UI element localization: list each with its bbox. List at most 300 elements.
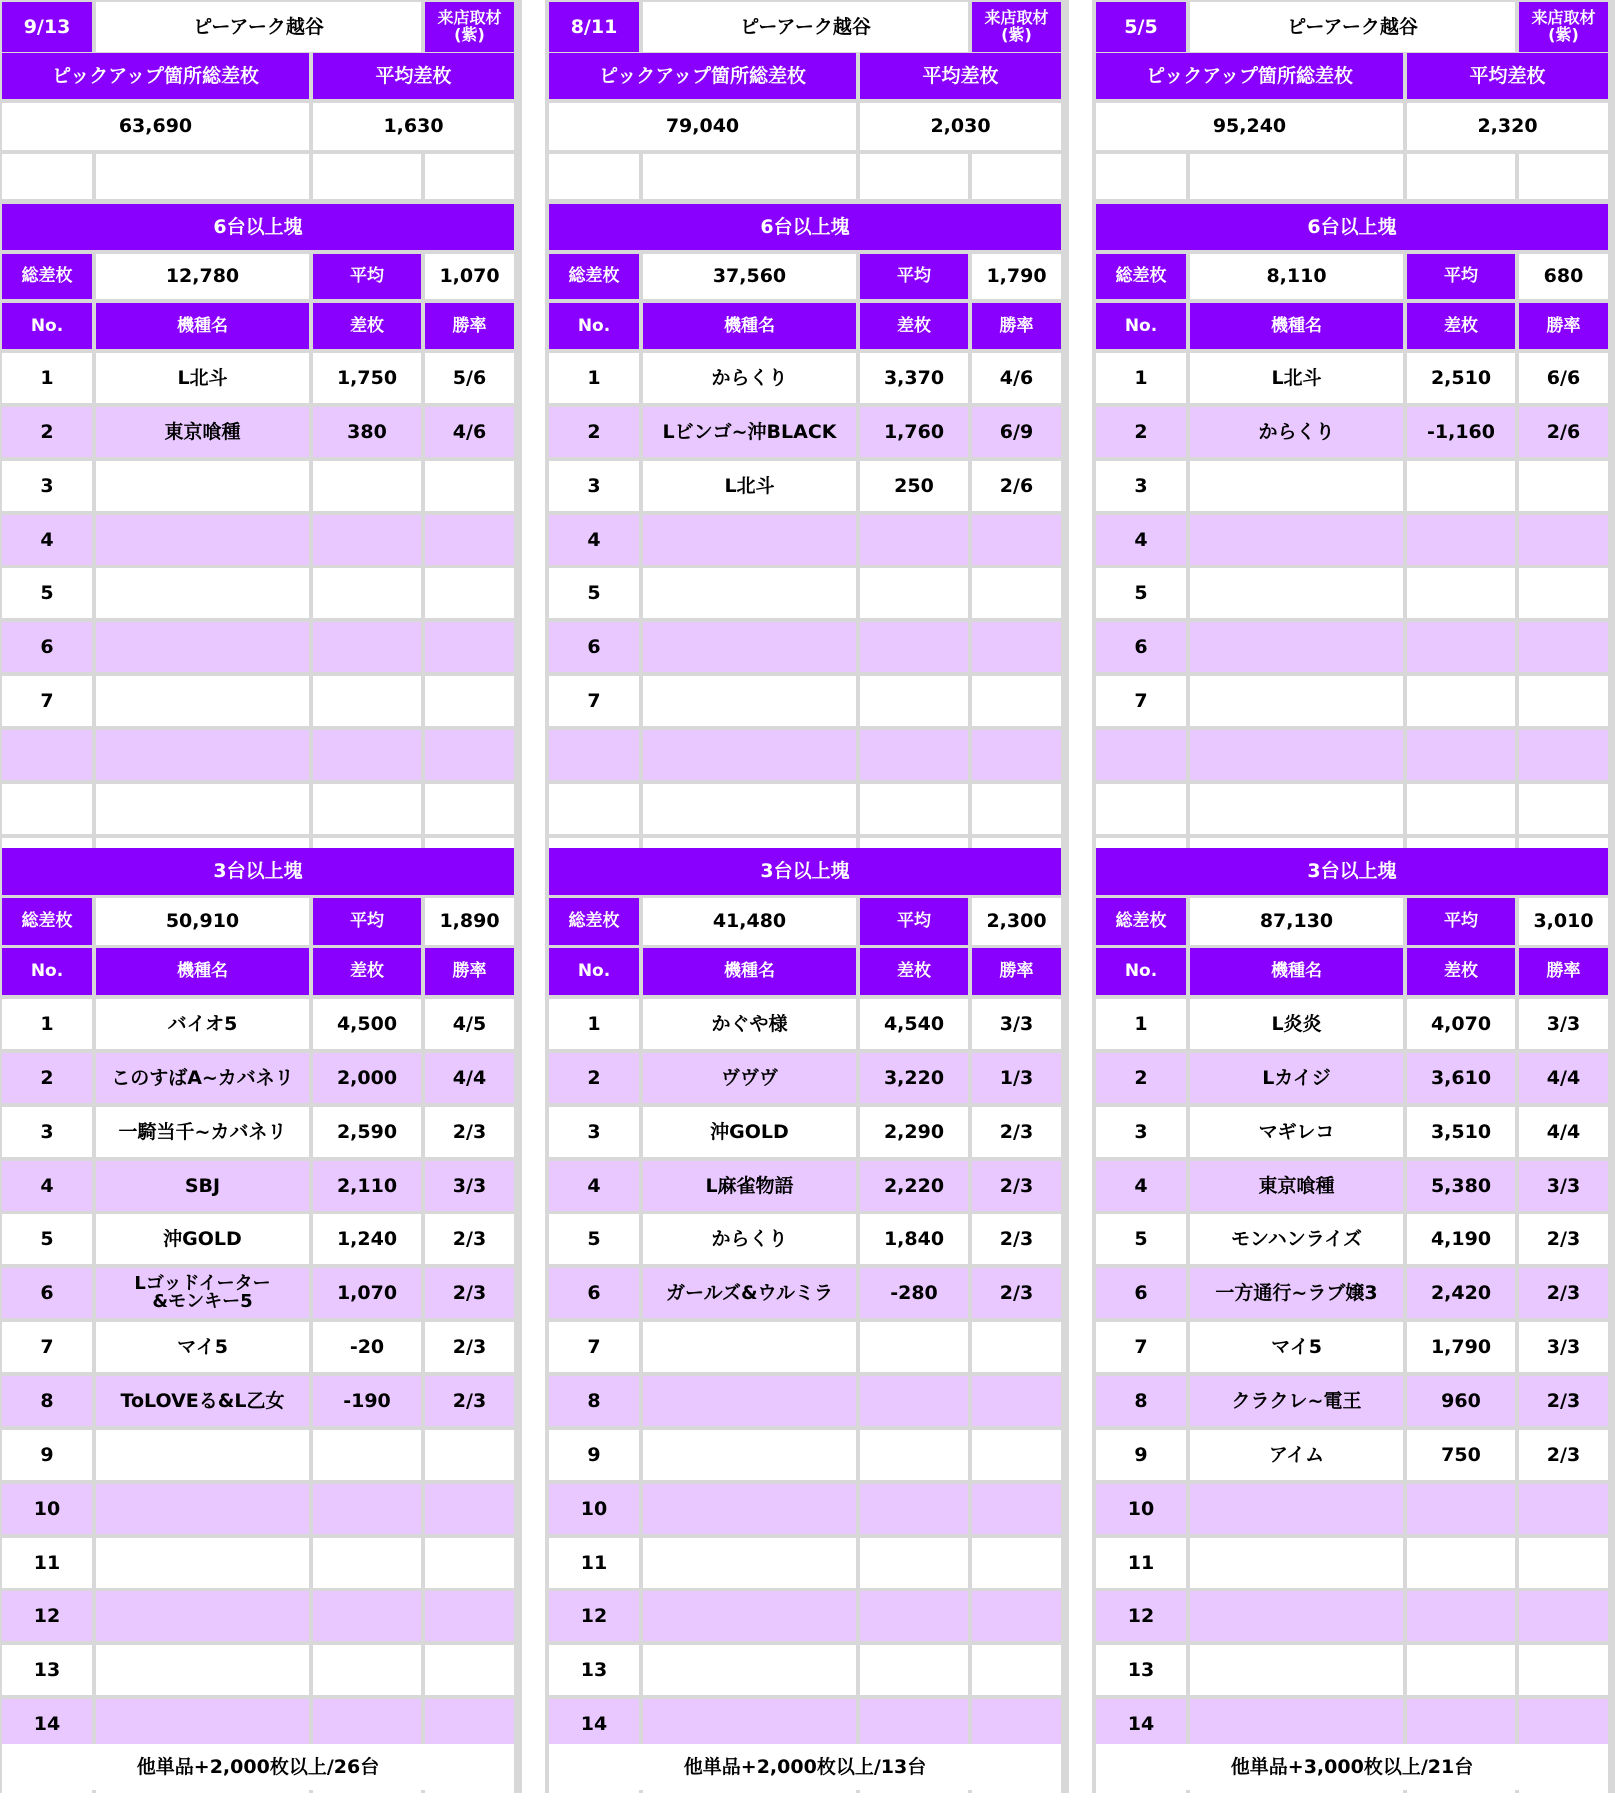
- model-name: [96, 568, 309, 618]
- winrate-value: [425, 515, 514, 565]
- diff-value: 380: [313, 407, 421, 457]
- winrate-value: [972, 1322, 1061, 1372]
- winrate-value: 3/3: [1519, 1161, 1608, 1211]
- winrate-value: [972, 1645, 1061, 1695]
- pickup-avg-header: 平均差枚: [1407, 53, 1608, 99]
- row-number: 13: [1096, 1645, 1186, 1695]
- store-name: ピーアーク越谷: [1190, 2, 1515, 52]
- row-number: 12: [2, 1591, 92, 1641]
- row-number: 2: [2, 1053, 92, 1103]
- diff-value: [1407, 676, 1515, 726]
- empty-cell: [96, 154, 309, 199]
- row-number: 10: [2, 1484, 92, 1534]
- winrate-value: 6/6: [1519, 353, 1608, 403]
- empty-cell: [1096, 730, 1186, 780]
- diff-value: 4,500: [313, 999, 421, 1049]
- row-number: 6: [2, 1268, 92, 1318]
- model-name: アイム: [1190, 1430, 1403, 1480]
- row-number: 4: [1096, 1161, 1186, 1211]
- column-header-winrate: 勝率: [972, 948, 1061, 995]
- pickup-total-header: ピックアップ箇所総差枚: [2, 53, 309, 99]
- empty-cell: [1190, 784, 1403, 834]
- model-name: [96, 676, 309, 726]
- empty-cell: [1519, 154, 1608, 199]
- diff-value: -190: [313, 1376, 421, 1426]
- model-name: [643, 1699, 856, 1749]
- model-name: [96, 461, 309, 511]
- empty-cell: [972, 154, 1061, 199]
- model-name: [96, 1591, 309, 1641]
- row-number: 13: [2, 1645, 92, 1695]
- row-number: 8: [1096, 1376, 1186, 1426]
- row-number: 9: [2, 1430, 92, 1480]
- winrate-value: [425, 1699, 514, 1749]
- empty-cell: [96, 730, 309, 780]
- date-cell: 8/11: [549, 2, 639, 52]
- diff-value: -1,160: [1407, 407, 1515, 457]
- winrate-value: 5/6: [425, 353, 514, 403]
- row-number: 5: [549, 1214, 639, 1264]
- row-number: 11: [549, 1538, 639, 1588]
- column-header-model: 機種名: [643, 948, 856, 995]
- model-name: [643, 515, 856, 565]
- model-name: 沖GOLD: [96, 1214, 309, 1264]
- section-3-title: 3台以上塊: [2, 848, 514, 895]
- diff-value: 750: [1407, 1430, 1515, 1480]
- model-name: [643, 1538, 856, 1588]
- winrate-value: [972, 1376, 1061, 1426]
- diff-value: [313, 568, 421, 618]
- row-number: 8: [549, 1376, 639, 1426]
- avg-label: 平均: [313, 254, 421, 299]
- winrate-value: [972, 1430, 1061, 1480]
- winrate-value: 2/3: [972, 1268, 1061, 1318]
- empty-cell: [643, 784, 856, 834]
- model-name: マギレコ: [1190, 1107, 1403, 1157]
- winrate-value: [972, 1699, 1061, 1749]
- winrate-value: 2/3: [425, 1322, 514, 1372]
- model-name: [96, 1484, 309, 1534]
- section-6-avg: 1,070: [425, 254, 514, 299]
- row-number: 2: [549, 407, 639, 457]
- model-name: L麻雀物語: [643, 1161, 856, 1211]
- row-number: 9: [549, 1430, 639, 1480]
- empty-cell: [2, 784, 92, 834]
- column-header-winrate: 勝率: [425, 948, 514, 995]
- winrate-value: 3/3: [1519, 999, 1608, 1049]
- diff-value: 1,790: [1407, 1322, 1515, 1372]
- row-number: 6: [1096, 1268, 1186, 1318]
- empty-cell: [1407, 730, 1515, 780]
- row-number: 12: [549, 1591, 639, 1641]
- winrate-value: 4/5: [425, 999, 514, 1049]
- model-name: からくり: [643, 353, 856, 403]
- model-name: ToLOVEる&L乙女: [96, 1376, 309, 1426]
- row-number: 7: [2, 1322, 92, 1372]
- diff-value: 250: [860, 461, 968, 511]
- winrate-value: [1519, 461, 1608, 511]
- section-6-total: 37,560: [643, 254, 856, 299]
- avg-label: 平均: [1407, 254, 1515, 299]
- winrate-value: [972, 568, 1061, 618]
- model-name: バイオ5: [96, 999, 309, 1049]
- date-cell: 5/5: [1096, 2, 1186, 52]
- row-number: 3: [2, 461, 92, 511]
- model-name: [643, 1430, 856, 1480]
- winrate-value: [1519, 1484, 1608, 1534]
- section-3-title: 3台以上塊: [549, 848, 1061, 895]
- section-3-total: 87,130: [1190, 898, 1403, 945]
- column-header-no: No.: [549, 303, 639, 349]
- winrate-value: 2/3: [425, 1107, 514, 1157]
- total-label: 総差枚: [1096, 898, 1186, 945]
- avg-label: 平均: [1407, 898, 1515, 945]
- row-number: 7: [549, 1322, 639, 1372]
- diff-value: [860, 676, 968, 726]
- column-header-winrate: 勝率: [972, 303, 1061, 349]
- diff-value: [860, 622, 968, 672]
- diff-value: [1407, 1699, 1515, 1749]
- empty-cell: [313, 154, 421, 199]
- column-header-model: 機種名: [643, 303, 856, 349]
- model-name: [643, 1645, 856, 1695]
- diff-value: [860, 1376, 968, 1426]
- winrate-value: [1519, 515, 1608, 565]
- section-3-avg: 3,010: [1519, 898, 1608, 945]
- section-3-avg: 2,300: [972, 898, 1061, 945]
- winrate-value: 2/3: [425, 1268, 514, 1318]
- section-3-total: 50,910: [96, 898, 309, 945]
- row-number: 3: [2, 1107, 92, 1157]
- model-name: [1190, 1538, 1403, 1588]
- row-number: 5: [1096, 568, 1186, 618]
- empty-cell: [425, 730, 514, 780]
- model-name: ガールズ&ウルミラ: [643, 1268, 856, 1318]
- diff-value: 2,510: [1407, 353, 1515, 403]
- column-header-no: No.: [1096, 948, 1186, 995]
- pickup-total-value: 63,690: [2, 103, 309, 150]
- empty-cell: [549, 730, 639, 780]
- diff-value: 1,760: [860, 407, 968, 457]
- row-number: 8: [2, 1376, 92, 1426]
- row-number: 1: [2, 999, 92, 1049]
- column-header-diff: 差枚: [1407, 948, 1515, 995]
- column-header-no: No.: [2, 948, 92, 995]
- footer-note: 他単品+3,000枚以上/21台: [1096, 1744, 1608, 1790]
- empty-cell: [549, 154, 639, 199]
- winrate-value: [1519, 1699, 1608, 1749]
- winrate-value: [425, 568, 514, 618]
- model-name: クラクレ~電王: [1190, 1376, 1403, 1426]
- row-number: 7: [1096, 676, 1186, 726]
- row-number: 3: [1096, 461, 1186, 511]
- empty-cell: [425, 154, 514, 199]
- model-name: [1190, 1591, 1403, 1641]
- model-name: 一方通行~ラブ嬢3: [1190, 1268, 1403, 1318]
- row-number: 2: [1096, 1053, 1186, 1103]
- diff-value: 2,420: [1407, 1268, 1515, 1318]
- row-number: 11: [2, 1538, 92, 1588]
- winrate-value: [972, 1591, 1061, 1641]
- winrate-value: [425, 622, 514, 672]
- column-header-diff: 差枚: [860, 303, 968, 349]
- winrate-value: [972, 622, 1061, 672]
- row-number: 4: [1096, 515, 1186, 565]
- diff-value: 5,380: [1407, 1161, 1515, 1211]
- column-header-no: No.: [549, 948, 639, 995]
- column-header-no: No.: [2, 303, 92, 349]
- pickup-avg-header: 平均差枚: [313, 53, 514, 99]
- winrate-value: [1519, 1591, 1608, 1641]
- row-number: 1: [1096, 999, 1186, 1049]
- row-number: 9: [1096, 1430, 1186, 1480]
- diff-value: [313, 1484, 421, 1534]
- section-6-title: 6台以上塊: [2, 204, 514, 250]
- row-number: 6: [2, 622, 92, 672]
- store-panel: [547, 0, 1065, 1793]
- column-header-model: 機種名: [96, 948, 309, 995]
- diff-value: 2,290: [860, 1107, 968, 1157]
- model-name: ヴヴヴ: [643, 1053, 856, 1103]
- model-name: [96, 515, 309, 565]
- row-number: 4: [2, 1161, 92, 1211]
- diff-value: [1407, 1645, 1515, 1695]
- row-number: 6: [549, 1268, 639, 1318]
- empty-cell: [2, 154, 92, 199]
- model-name: [1190, 622, 1403, 672]
- section-3-title: 3台以上塊: [1096, 848, 1608, 895]
- winrate-value: [425, 461, 514, 511]
- empty-cell: [1096, 154, 1186, 199]
- row-number: 5: [549, 568, 639, 618]
- total-label: 総差枚: [549, 254, 639, 299]
- column-header-model: 機種名: [96, 303, 309, 349]
- avg-label: 平均: [313, 898, 421, 945]
- column-header-winrate: 勝率: [1519, 948, 1608, 995]
- empty-cell: [1190, 730, 1403, 780]
- winrate-value: [1519, 622, 1608, 672]
- row-number: 1: [1096, 353, 1186, 403]
- winrate-value: 6/9: [972, 407, 1061, 457]
- total-label: 総差枚: [549, 898, 639, 945]
- column-header-winrate: 勝率: [1519, 303, 1608, 349]
- row-number: 1: [2, 353, 92, 403]
- winrate-value: 4/6: [425, 407, 514, 457]
- winrate-value: 2/3: [1519, 1430, 1608, 1480]
- winrate-value: 4/4: [425, 1053, 514, 1103]
- diff-value: 2,110: [313, 1161, 421, 1211]
- winrate-value: [972, 1484, 1061, 1534]
- diff-value: [1407, 1591, 1515, 1641]
- model-name: 東京喰種: [96, 407, 309, 457]
- winrate-value: [972, 515, 1061, 565]
- empty-cell: [972, 730, 1061, 780]
- row-number: 1: [549, 353, 639, 403]
- diff-value: [860, 1591, 968, 1641]
- diff-value: [1407, 622, 1515, 672]
- model-name: 東京喰種: [1190, 1161, 1403, 1211]
- diff-value: [313, 515, 421, 565]
- model-name: L炎炎: [1190, 999, 1403, 1049]
- column-header-diff: 差枚: [313, 303, 421, 349]
- row-number: 13: [549, 1645, 639, 1695]
- column-header-diff: 差枚: [860, 948, 968, 995]
- empty-cell: [313, 730, 421, 780]
- diff-value: [313, 1430, 421, 1480]
- diff-value: 1,750: [313, 353, 421, 403]
- model-name: [1190, 1699, 1403, 1749]
- row-number: 2: [549, 1053, 639, 1103]
- row-number: 14: [2, 1699, 92, 1749]
- winrate-value: [1519, 568, 1608, 618]
- model-name: からくり: [1190, 407, 1403, 457]
- row-number: 5: [2, 568, 92, 618]
- empty-cell: [643, 154, 856, 199]
- empty-cell: [2, 730, 92, 780]
- winrate-value: 2/3: [1519, 1376, 1608, 1426]
- diff-value: [313, 1591, 421, 1641]
- model-name: [96, 622, 309, 672]
- diff-value: [313, 1538, 421, 1588]
- model-name: Lビンゴ~沖BLACK: [643, 407, 856, 457]
- model-name: [643, 568, 856, 618]
- model-name: [1190, 1484, 1403, 1534]
- diff-value: 4,190: [1407, 1214, 1515, 1264]
- diff-value: 3,510: [1407, 1107, 1515, 1157]
- model-name: [96, 1645, 309, 1695]
- store-name: ピーアーク越谷: [643, 2, 968, 52]
- model-name: モンハンライズ: [1190, 1214, 1403, 1264]
- diff-value: 3,220: [860, 1053, 968, 1103]
- section-6-avg: 1,790: [972, 254, 1061, 299]
- winrate-value: [972, 1538, 1061, 1588]
- total-label: 総差枚: [2, 254, 92, 299]
- winrate-value: 4/4: [1519, 1107, 1608, 1157]
- row-number: 4: [549, 515, 639, 565]
- winrate-value: [425, 676, 514, 726]
- row-number: 11: [1096, 1538, 1186, 1588]
- row-number: 4: [2, 515, 92, 565]
- pickup-avg-value: 2,320: [1407, 103, 1608, 150]
- diff-value: [860, 1322, 968, 1372]
- model-name: からくり: [643, 1214, 856, 1264]
- row-number: 6: [1096, 622, 1186, 672]
- footer-note: 他単品+2,000枚以上/26台: [2, 1744, 514, 1790]
- section-6-title: 6台以上塊: [1096, 204, 1608, 250]
- empty-cell: [1190, 154, 1403, 199]
- model-name: このすばA~カバネリ: [96, 1053, 309, 1103]
- store-name: ピーアーク越谷: [96, 2, 421, 52]
- empty-cell: [860, 730, 968, 780]
- empty-cell: [1407, 784, 1515, 834]
- diff-value: [313, 622, 421, 672]
- model-name: マイ5: [96, 1322, 309, 1372]
- column-header-model: 機種名: [1190, 948, 1403, 995]
- diff-value: 960: [1407, 1376, 1515, 1426]
- model-name: SBJ: [96, 1161, 309, 1211]
- empty-cell: [1407, 154, 1515, 199]
- model-name: [96, 1538, 309, 1588]
- winrate-value: [1519, 1538, 1608, 1588]
- section-6-title: 6台以上塊: [549, 204, 1061, 250]
- diff-value: [1407, 461, 1515, 511]
- pickup-avg-header: 平均差枚: [860, 53, 1061, 99]
- model-name: [1190, 461, 1403, 511]
- pickup-total-header: ピックアップ箇所総差枚: [549, 53, 856, 99]
- winrate-value: 2/6: [972, 461, 1061, 511]
- section-6-total: 8,110: [1190, 254, 1403, 299]
- row-number: 3: [549, 461, 639, 511]
- model-name: [96, 1699, 309, 1749]
- pickup-total-value: 79,040: [549, 103, 856, 150]
- column-header-model: 機種名: [1190, 303, 1403, 349]
- winrate-value: 2/3: [972, 1214, 1061, 1264]
- diff-value: 2,000: [313, 1053, 421, 1103]
- winrate-value: [425, 1591, 514, 1641]
- row-number: 2: [2, 407, 92, 457]
- empty-cell: [425, 784, 514, 834]
- store-panel: [0, 0, 518, 1793]
- empty-cell: [1519, 784, 1608, 834]
- diff-value: [1407, 568, 1515, 618]
- model-name: [96, 1430, 309, 1480]
- row-number: 2: [1096, 407, 1186, 457]
- winrate-value: [425, 1538, 514, 1588]
- diff-value: 3,370: [860, 353, 968, 403]
- diff-value: 4,540: [860, 999, 968, 1049]
- winrate-value: 2/6: [1519, 407, 1608, 457]
- empty-cell: [643, 730, 856, 780]
- row-number: 1: [549, 999, 639, 1049]
- model-name: L北斗: [96, 353, 309, 403]
- panel-gap: [1069, 0, 1092, 1793]
- diff-value: [1407, 1538, 1515, 1588]
- diff-value: [860, 1538, 968, 1588]
- winrate-value: 2/3: [425, 1214, 514, 1264]
- winrate-value: [425, 1645, 514, 1695]
- coverage-tag: 来店取材 (紫): [972, 2, 1061, 52]
- winrate-value: 2/3: [1519, 1268, 1608, 1318]
- model-name: [643, 1591, 856, 1641]
- diff-value: -280: [860, 1268, 968, 1318]
- winrate-value: 4/6: [972, 353, 1061, 403]
- model-name: [1190, 568, 1403, 618]
- model-name: [1190, 676, 1403, 726]
- empty-cell: [313, 784, 421, 834]
- empty-cell: [1519, 730, 1608, 780]
- avg-label: 平均: [860, 898, 968, 945]
- pickup-avg-value: 1,630: [313, 103, 514, 150]
- diff-value: [860, 515, 968, 565]
- empty-cell: [96, 784, 309, 834]
- model-name: [643, 1376, 856, 1426]
- winrate-value: 2/3: [972, 1161, 1061, 1211]
- date-cell: 9/13: [2, 2, 92, 52]
- diff-value: [313, 676, 421, 726]
- row-number: 7: [1096, 1322, 1186, 1372]
- total-label: 総差枚: [1096, 254, 1186, 299]
- model-name: L北斗: [1190, 353, 1403, 403]
- diff-value: 1,840: [860, 1214, 968, 1264]
- section-6-avg: 680: [1519, 254, 1608, 299]
- empty-cell: [549, 784, 639, 834]
- row-number: 14: [549, 1699, 639, 1749]
- empty-cell: [860, 154, 968, 199]
- winrate-value: 1/3: [972, 1053, 1061, 1103]
- diff-value: [860, 1484, 968, 1534]
- diff-value: -20: [313, 1322, 421, 1372]
- row-number: 4: [549, 1161, 639, 1211]
